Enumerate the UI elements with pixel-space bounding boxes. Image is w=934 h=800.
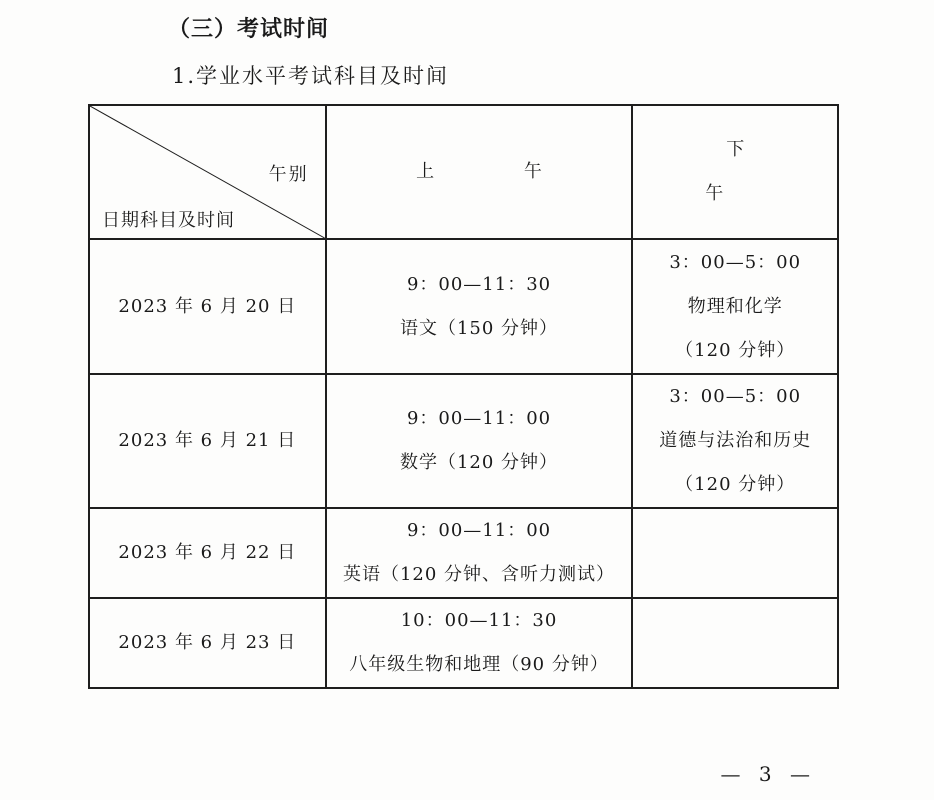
- morning-cell: [326, 508, 633, 598]
- date-cell: 2023 年 6 月 21 日: [89, 374, 326, 508]
- afternoon-subject: 物理和化学: [687, 295, 783, 317]
- page-number: — 3 —: [720, 762, 816, 786]
- morning-subject: 八年级生物和地理（90 分钟）: [349, 654, 609, 675]
- afternoon-header: 下 午: [632, 105, 838, 239]
- morning-header: 上 午: [326, 105, 633, 239]
- section-heading: （三）考试时间: [168, 17, 330, 42]
- afternoon-subject: 道德与法治和历史: [659, 430, 812, 451]
- afternoon-cell: [632, 239, 838, 374]
- afternoon-duration: （120 分钟）: [675, 474, 796, 495]
- morning-time: 9：00—11：00: [406, 408, 552, 429]
- table-row: [89, 508, 838, 598]
- morning-subject: 语文（150 分钟）: [399, 317, 559, 339]
- table-row: [89, 239, 838, 374]
- subsection-heading: 1.学业水平考试科目及时间: [172, 64, 450, 88]
- morning-subject: 英语（120 分钟、含听力测试）: [342, 564, 616, 585]
- exam-schedule-table: [88, 104, 839, 689]
- morning-cell: [326, 374, 633, 508]
- table-row: [89, 374, 838, 508]
- morning-time: 10：00—11：30: [400, 610, 558, 631]
- morning-cell: [326, 239, 633, 374]
- table-header-row: [89, 105, 838, 239]
- morning-time: 9：00—11：30: [406, 273, 552, 295]
- table-row: [89, 598, 838, 688]
- afternoon-duration: （120 分钟）: [675, 339, 796, 361]
- date-cell: 2023 年 6 月 22 日: [89, 508, 326, 598]
- morning-time: 9：00—11：00: [406, 520, 552, 541]
- diagonal-header-cell: [89, 105, 326, 239]
- afternoon-time: 3：00—5：00: [669, 251, 802, 273]
- afternoon-cell-empty: [632, 598, 838, 688]
- morning-subject: 数学（120 分钟）: [399, 452, 559, 473]
- date-cell: 2023 年 6 月 20 日: [89, 239, 326, 374]
- morning-cell: [326, 598, 633, 688]
- afternoon-cell-empty: [632, 508, 838, 598]
- date-cell: 2023 年 6 月 23 日: [89, 598, 326, 688]
- date-subject-time-label: 日期科目及时间: [102, 210, 235, 231]
- afternoon-time: 3：00—5：00: [669, 386, 802, 407]
- afternoon-cell: [632, 374, 838, 508]
- period-label: 午别: [268, 164, 309, 185]
